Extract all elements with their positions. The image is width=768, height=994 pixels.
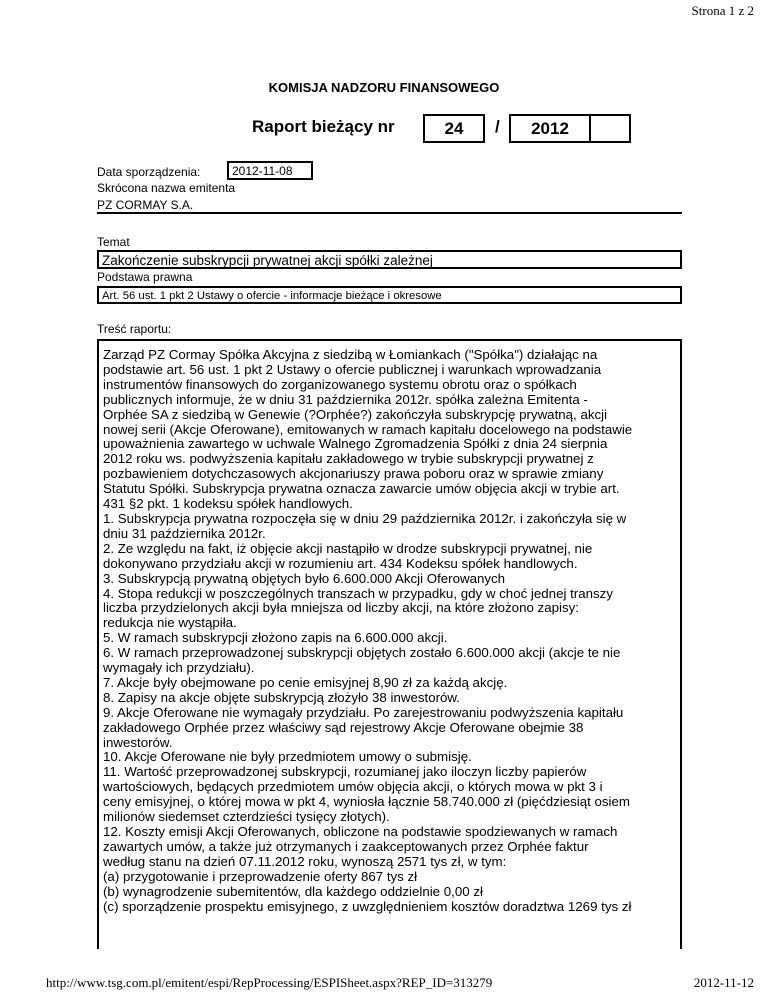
- content-line: Orphée SA z siedzibą w Genewie (?Orphée?) zakończyła subskrypcję prywatną, akcji: [103, 406, 608, 422]
- content-line: 4. Stopa redukcji w poszczególnych transzach w przypadku, gdy w choć jednej transzy: [103, 585, 613, 601]
- content-line: 12. Koszty emisji Akcji Oferowanych, obliczone na podstawie spodziewanych w ramach: [103, 824, 618, 839]
- content-line: według stanu na dzień 07.11.2012 roku, wynoszą 2571 tys zł, w tym:: [103, 853, 507, 869]
- footer-url: http://www.tsg.com.pl/emitent/espi/RepProcessing/ESPISheet.aspx?REP_ID=313279: [46, 975, 493, 990]
- content-line: instrumentów finansowych do zorganizowanego systemu obrotu oraz o spółkach: [103, 376, 577, 392]
- content-line: upoważnienia zawartego w uchwale Walnego Zgromadzenia Spółki z dnia 24 sierpnia: [103, 436, 608, 452]
- report-label: Raport bieżący nr: [252, 117, 395, 136]
- content-line: 8. Zapisy na akcje objęte subskrypcją złożyło 38 inwestorów.: [103, 689, 460, 705]
- content-line: dokonywano przydziału akcji w rozumieniu art. 434 Kodeksu spółek handlowych.: [103, 555, 578, 571]
- content-line: 9. Akcje Oferowane nie wymagały przydziału. Po zarejestrowaniu podwyższenia kapitału: [103, 704, 624, 720]
- authority-title: KOMISJA NADZORU FINANSOWEGO: [268, 80, 500, 95]
- content-line: milionów siedemset czterdzieści tysięcy złotych).: [103, 809, 390, 825]
- content-line: 7. Akcje były obejmowane po cenie emisyjnej 8,90 zł za każdą akcję.: [103, 674, 508, 690]
- report-number-box: [423, 114, 485, 143]
- issuer-label: Skrócona nazwa emitenta: [97, 181, 236, 195]
- content-line: liczba przydzielonych akcji była mniejsza od liczby akcji, na które złożono zapisy:: [103, 600, 579, 616]
- subject-value: Zakończenie subskrypcji prywatnej akcji spółki zależnej: [97, 250, 682, 269]
- content-line: redukcja nie wystąpiła.: [103, 615, 237, 631]
- content-line: zakładowego Orphée przez właściwy sąd rejestrowy Akcje Oferowane obejmie 38: [103, 719, 584, 735]
- date-value: 2012-11-08: [227, 161, 313, 180]
- content-line: wartościowych, będących przedmiotem umów objęcia akcji, o których mowa w pkt 3 i: [103, 779, 603, 795]
- content-line: 10. Akcje Oferowane nie były przedmiotem umowy o submisję.: [103, 749, 472, 765]
- content-line: 3. Subskrypcją prywatną objętych było 6.600.000 Akcji Oferowanych: [103, 570, 506, 586]
- date-label: Data sporządzenia:: [97, 165, 201, 179]
- content-line: zawartych umów, a także już otrzymanych i zaakceptowanych przez Orphée faktur: [103, 838, 589, 854]
- content-line: ceny emisyjnej, o której mowa w pkt 4, wyniosła łącznie 58.740.000 zł (pięćdziesiąt osiem: [103, 794, 630, 810]
- report-number: 24: [444, 119, 464, 138]
- content-line: 2012 roku ws. podwyższenia kapitału zakładowego w trybie subskrypcji prywatnej z: [103, 451, 594, 467]
- content-line: publicznych informuje, że w dniu 31 października 2012r. spółka zależna Emitenta -: [103, 391, 588, 407]
- divider: [97, 212, 682, 214]
- report-separator: /: [495, 117, 500, 136]
- report-content: [97, 339, 682, 949]
- report-year: 2012: [531, 119, 569, 138]
- content-line: pozbawieniem dotychczasowych akcjonariuszy prawa poboru oraz w sprawie zmiany: [103, 466, 604, 482]
- report-extra-box: [589, 114, 631, 143]
- legal-basis-label: Podstawa prawna: [97, 270, 193, 284]
- content-line: (a) przygotowanie i przeprowadzenie oferty 867 tys zł: [103, 868, 418, 884]
- content-line: 11. Wartość przeprowadzonej subskrypcji, rozumianej jako iloczyn liczby papierów: [103, 764, 587, 780]
- content-line: 2. Ze względu na fakt, iż objęcie akcji nastąpiło w drodze subskrypcji prywatnej, nie: [103, 540, 593, 556]
- content-line: inwestorów.: [103, 734, 173, 750]
- content-line: podstawie art. 56 ust. 1 pkt 2 Ustawy o ofercie publicznej i warunkach wprowadzania: [103, 361, 602, 377]
- content-line: (b) wynagrodzenie subemitentów, dla każdego oddzielnie 0,00 zł: [103, 883, 483, 899]
- content-line: nowej serii (Akcje Oferowane), emitowanych w ramach kapitału docelowego na podstawie: [103, 421, 633, 437]
- content-line: 1. Subskrypcja prywatna rozpoczęła się w dniu 29 października 2012r. i zakończyła się w: [103, 510, 627, 526]
- content-line: 6. W ramach przeprowadzonej subskrypcji objętych zostało 6.600.000 akcji (akcje te nie: [103, 645, 621, 661]
- legal-basis-value: Art. 56 ust. 1 pkt 2 Ustawy o ofercie - informacje bieżące i okresowe: [97, 286, 682, 304]
- page-counter: Strona 1 z 2: [691, 3, 754, 18]
- content-line: 5. W ramach subskrypcji złożono zapis na 6.600.000 akcji.: [103, 630, 448, 646]
- content-line: dniu 31 października 2012r.: [103, 525, 266, 541]
- footer-date: 2012-11-12: [693, 975, 754, 990]
- content-label: Treść raportu:: [97, 322, 172, 336]
- content-line: (c) sporządzenie prospektu emisyjnego, z uwzględnieniem kosztów doradztwa 1269 tys zł: [103, 898, 632, 914]
- content-line: 431 §2 pkt. 1 kodeksu spółek handlowych.: [103, 496, 353, 512]
- report-year-box: [509, 114, 591, 143]
- subject-label: Temat: [97, 235, 130, 249]
- content-line: wymagały ich przydziału).: [103, 660, 255, 676]
- issuer-value: PZ CORMAY S.A.: [97, 198, 194, 212]
- content-line: Zarząd PZ Cormay Spółka Akcyjna z siedzibą w Łomiankach ("Spółka") działając na: [103, 347, 598, 362]
- content-line: Statutu Spółki. Subskrypcja prywatna oznacza zawarcie umów objęcia akcji w trybie art.: [103, 481, 620, 497]
